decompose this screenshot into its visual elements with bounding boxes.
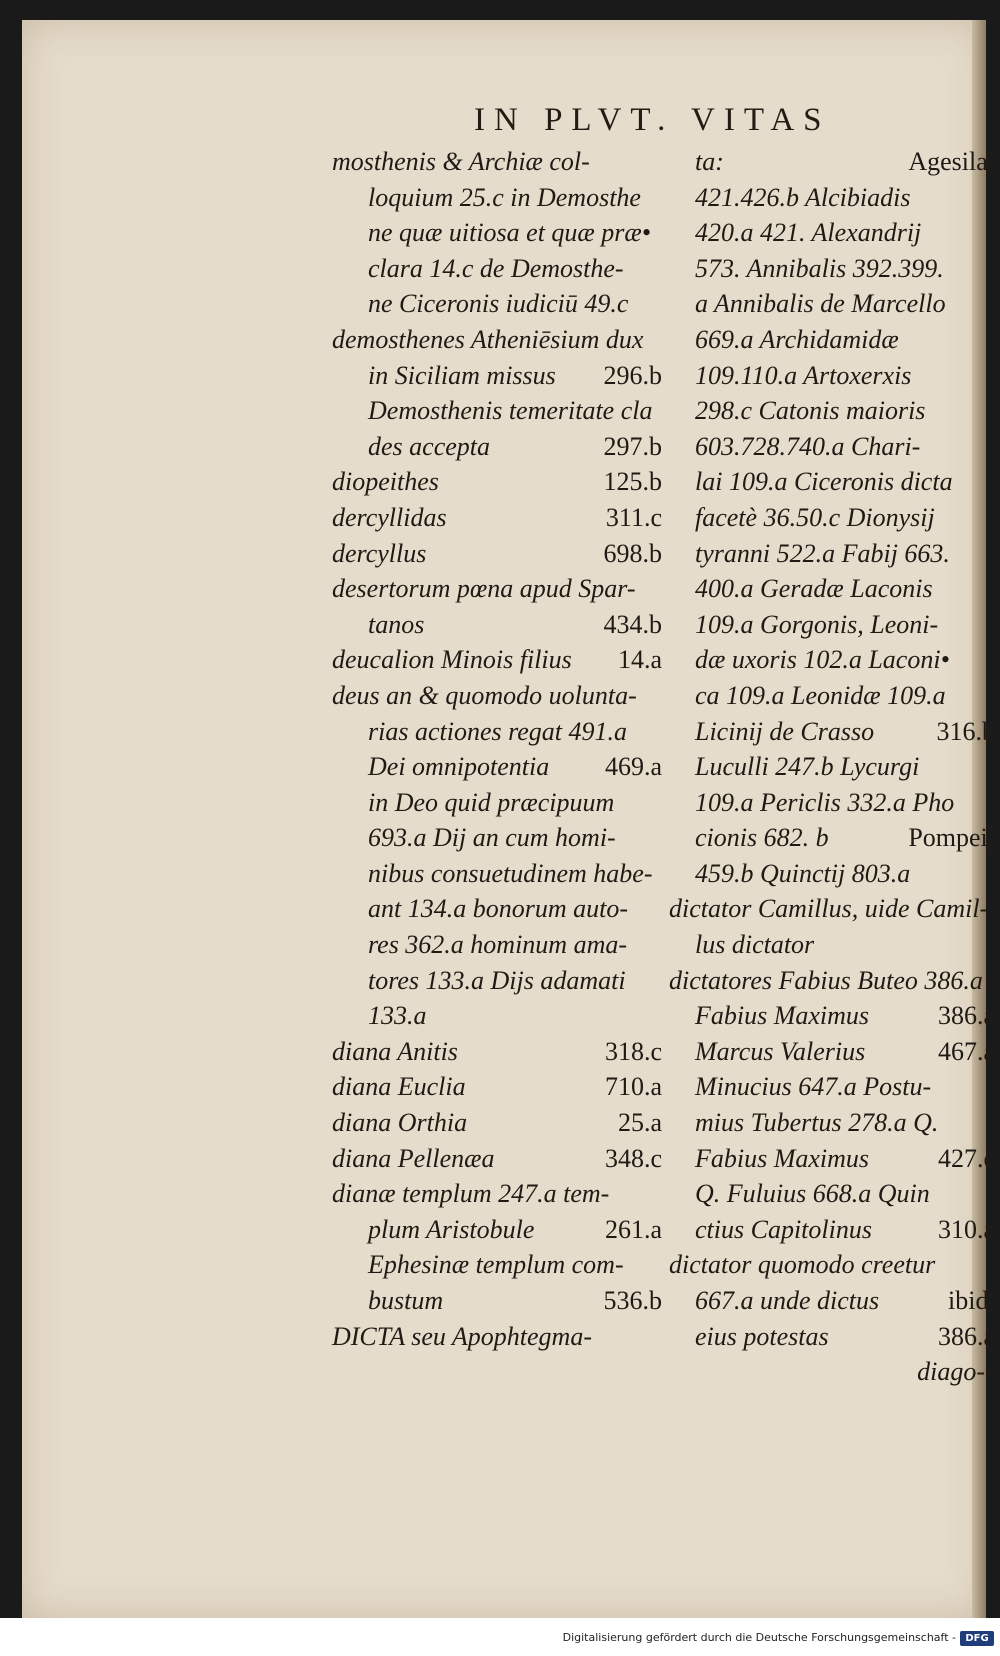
index-entry-line	[332, 927, 662, 963]
entry-text: Marcus Valerius	[695, 1036, 866, 1066]
index-entry-line	[695, 215, 995, 251]
entry-text: dictator Camillus, uide Camil-	[669, 894, 989, 924]
entry-text: Q. Fuluius 668.a Quin	[695, 1179, 930, 1209]
index-entry-line	[695, 393, 995, 429]
entry-text: diopeithes	[332, 467, 439, 497]
entry-text: lus dictator	[695, 930, 815, 960]
entry-text: desertorum pœna apud Spar-	[332, 574, 636, 604]
entry-text: Fabius Maximus	[695, 1143, 870, 1173]
entry-text: ne Ciceronis iudiciū 49.c	[368, 289, 629, 319]
index-entry-line	[332, 251, 662, 287]
entry-page-ref: 261.a	[604, 1214, 662, 1244]
index-entry-line	[695, 286, 995, 322]
index-entry-line	[332, 1176, 662, 1212]
dfg-logo: DFG	[960, 1631, 994, 1646]
index-entry-line	[332, 891, 662, 927]
index-entry-line	[695, 322, 995, 358]
index-entry-line	[332, 286, 662, 322]
entry-text: mosthenis & Archiæ col-	[332, 147, 590, 176]
entry-page-ref: 14.a	[617, 645, 662, 675]
index-entry-line	[695, 856, 995, 892]
entry-text: loquium 25.c in Demosthe	[368, 182, 641, 212]
index-entry-line	[332, 642, 662, 678]
entry-text: ctius Capitolinus	[695, 1214, 872, 1244]
entry-text: ca 109.a Leonidæ 109.a	[695, 680, 946, 710]
entry-text: rias actiones regat 491.a	[368, 716, 628, 746]
entry-page-ref: 469.a	[604, 752, 662, 782]
entry-text: tores 133.a Dijs adamati	[368, 965, 626, 995]
entry-text: diana Pellenæa	[332, 1143, 495, 1173]
entry-text: deucalion Minois filius	[332, 645, 572, 675]
entry-text: nibus consuetudinem habe-	[368, 858, 653, 888]
entry-text: 459.b Quinctij 803.a	[695, 858, 911, 888]
index-entry-line	[695, 180, 995, 216]
index-entry-line	[695, 1283, 995, 1319]
index-entry-line	[695, 749, 995, 785]
index-entry-line	[332, 429, 662, 465]
index-entry-line	[332, 998, 662, 1034]
index-entry-line	[332, 714, 662, 750]
index-entry-line	[695, 144, 995, 180]
running-header: IN PLVT. VITAS	[474, 102, 831, 138]
index-entry-line	[695, 358, 995, 394]
entry-page-ref: 318.c	[604, 1036, 662, 1066]
entry-page-ref: 297.b	[603, 431, 662, 461]
entry-text: demosthenes Atheniēsium dux	[332, 324, 644, 354]
index-entry-line	[695, 464, 995, 500]
index-entry-line	[332, 1105, 662, 1141]
index-entry-line	[695, 678, 995, 714]
index-entry-line	[332, 215, 662, 251]
index-entry-line	[695, 571, 995, 607]
footer-credit: Digitalisierung gefördert durch die Deutsche Forschungsgemeinschaft -	[562, 1631, 956, 1644]
entry-text: des accepta	[368, 431, 491, 461]
index-entry-line	[332, 1319, 662, 1355]
index-entry-line	[695, 820, 995, 856]
index-entry-line	[332, 1069, 662, 1105]
index-entry-line	[332, 1212, 662, 1248]
entry-text: Ephesinæ templum com-	[368, 1250, 624, 1280]
entry-text: 420.a 421. Alexandrij	[695, 218, 922, 248]
index-entry-line	[695, 1141, 995, 1177]
index-entry-line	[332, 1034, 662, 1070]
index-entry-line	[332, 358, 662, 394]
entry-page-ref: 434.b	[603, 609, 662, 639]
index-entry-line	[695, 607, 995, 643]
entry-text: in Deo quid præcipuum	[368, 787, 615, 817]
index-entry-line	[332, 571, 662, 607]
entry-text: 693.a Dij an cum homi-	[368, 823, 616, 853]
entry-text: tyranni 522.a Fabij 663.	[695, 538, 950, 568]
entry-page-ref: 386.a	[937, 1321, 995, 1351]
index-entry-line	[695, 429, 995, 465]
entry-text: dianæ templum 247.a tem-	[332, 1179, 610, 1209]
entry-text: dercyllus	[332, 538, 427, 568]
entry-text: ta:	[695, 147, 724, 176]
index-entry-line	[332, 1283, 662, 1319]
entry-text: clara 14.c de Demosthe-	[368, 253, 624, 283]
index-entry-line	[332, 393, 662, 429]
entry-text: 421.426.b Alcibiadis	[695, 182, 911, 212]
entry-text: diana Euclia	[332, 1072, 466, 1102]
entry-page-ref: 310.a	[937, 1214, 995, 1244]
entry-text: mius Tubertus 278.a Q.	[695, 1108, 939, 1138]
index-entry-line	[695, 251, 995, 287]
index-entry-line	[332, 180, 662, 216]
index-entry-line	[695, 714, 995, 750]
index-entry-line	[695, 785, 995, 821]
index-column-right	[669, 144, 995, 1390]
index-entry-line	[669, 1247, 995, 1283]
book-page	[22, 20, 995, 1618]
entry-text: a Annibalis de Marcello	[695, 289, 946, 319]
entry-page-ref: 427.c	[937, 1143, 995, 1173]
index-entry-line	[669, 891, 995, 927]
index-entry-line	[695, 998, 995, 1034]
index-entry-line	[695, 642, 995, 678]
entry-page-ref: 316.b	[936, 716, 995, 746]
entry-text: plum Aristobule	[368, 1214, 535, 1244]
index-entry-line	[695, 1212, 995, 1248]
index-entry-line	[332, 607, 662, 643]
entry-text: dictator quomodo creetur	[669, 1250, 936, 1280]
index-entry-line	[695, 536, 995, 572]
entry-text: dictatores Fabius Buteo 386.a	[669, 965, 983, 995]
entry-text: 133.a	[368, 1001, 427, 1031]
entry-page-ref: 536.b	[603, 1286, 662, 1315]
entry-text: 109.a Gorgonis, Leoni-	[695, 609, 939, 639]
index-entry-line	[332, 1247, 662, 1283]
entry-text: 667.a unde dictus	[695, 1286, 880, 1315]
entry-page-ref: ibid.	[948, 1286, 995, 1315]
index-entry-line	[695, 500, 995, 536]
entry-text: 109.a Periclis 332.a Pho	[695, 787, 955, 817]
entry-text: eius potestas	[695, 1321, 829, 1351]
entry-text: facetè 36.50.c Dionysij	[695, 502, 935, 532]
index-entry-line	[332, 1141, 662, 1177]
entry-text: ne quæ uitiosa et quæ præ•	[368, 218, 651, 248]
entry-text: in Siciliam missus	[368, 360, 556, 390]
entry-text: res 362.a hominum ama-	[368, 930, 628, 960]
entry-page-ref: Pompeij	[908, 823, 995, 853]
entry-text: Demosthenis temeritate cla	[368, 396, 653, 426]
entry-text: tanos	[368, 609, 425, 639]
entry-text: 669.a Archidamidæ	[695, 324, 899, 354]
index-entry-line	[332, 536, 662, 572]
entry-text: dæ uxoris 102.a Laconi•	[695, 645, 950, 675]
entry-page-ref: 348.c	[604, 1143, 662, 1173]
entry-text: cionis 682. b	[695, 823, 829, 853]
index-entry-line	[332, 856, 662, 892]
entry-text: diana Orthia	[332, 1108, 468, 1138]
entry-text: 109.110.a Artoxerxis	[695, 360, 912, 390]
entry-text: dercyllidas	[332, 502, 447, 532]
index-entry-line	[695, 927, 995, 963]
index-entry-line	[695, 1319, 995, 1355]
catchword: diago-	[917, 1357, 985, 1387]
entry-page-ref: 25.a	[617, 1108, 662, 1138]
entry-page-ref: 125.b	[603, 467, 662, 497]
index-column-left	[332, 144, 662, 1354]
digitization-footer	[0, 1618, 1000, 1656]
index-entry-line	[669, 963, 995, 999]
entry-text: deus an & quomodo uolunta-	[332, 680, 637, 710]
entry-page-ref: 386.a	[937, 1001, 995, 1031]
index-entry-line	[332, 785, 662, 821]
entry-text: diana Anitis	[332, 1036, 458, 1066]
entry-page-ref: 311.c	[605, 502, 662, 532]
index-entry-line	[332, 678, 662, 714]
entry-text: 298.c Catonis maioris	[695, 396, 926, 426]
index-entry-line	[695, 1034, 995, 1070]
index-entry-line	[332, 322, 662, 358]
entry-text: Minucius 647.a Postu-	[695, 1072, 932, 1102]
index-entry-line	[332, 820, 662, 856]
index-entry-line	[695, 1069, 995, 1105]
entry-text: ant 134.a bonorum auto-	[368, 894, 628, 924]
entry-page-ref: 698.b	[603, 538, 662, 568]
entry-text: 603.728.740.a Chari-	[695, 431, 921, 461]
entry-page-ref: 296.b	[603, 360, 662, 390]
entry-text: 400.a Geradæ Laconis	[695, 574, 933, 604]
index-entry-line	[695, 1105, 995, 1141]
entry-page-ref: Agesilai	[908, 147, 995, 176]
entry-text: bustum	[368, 1286, 444, 1315]
entry-text: DICTA seu Apophtegma-	[332, 1321, 592, 1351]
entry-text: Luculli 247.b Lycurgi	[695, 752, 920, 782]
entry-page-ref: 467.a	[937, 1036, 995, 1066]
index-entry-line	[332, 144, 662, 180]
entry-text: 573. Annibalis 392.399.	[695, 253, 944, 283]
entry-text: Dei omnipotentia	[368, 752, 550, 782]
index-entry-line	[332, 749, 662, 785]
entry-page-ref: 710.a	[604, 1072, 662, 1102]
entry-text: Fabius Maximus	[695, 1001, 870, 1031]
entry-text: lai 109.a Ciceronis dicta	[695, 467, 953, 497]
index-entry-line	[332, 963, 662, 999]
index-entry-line	[332, 500, 662, 536]
index-entry-line	[695, 1176, 995, 1212]
index-entry-line	[332, 464, 662, 500]
entry-text: Licinij de Crasso	[695, 716, 875, 746]
